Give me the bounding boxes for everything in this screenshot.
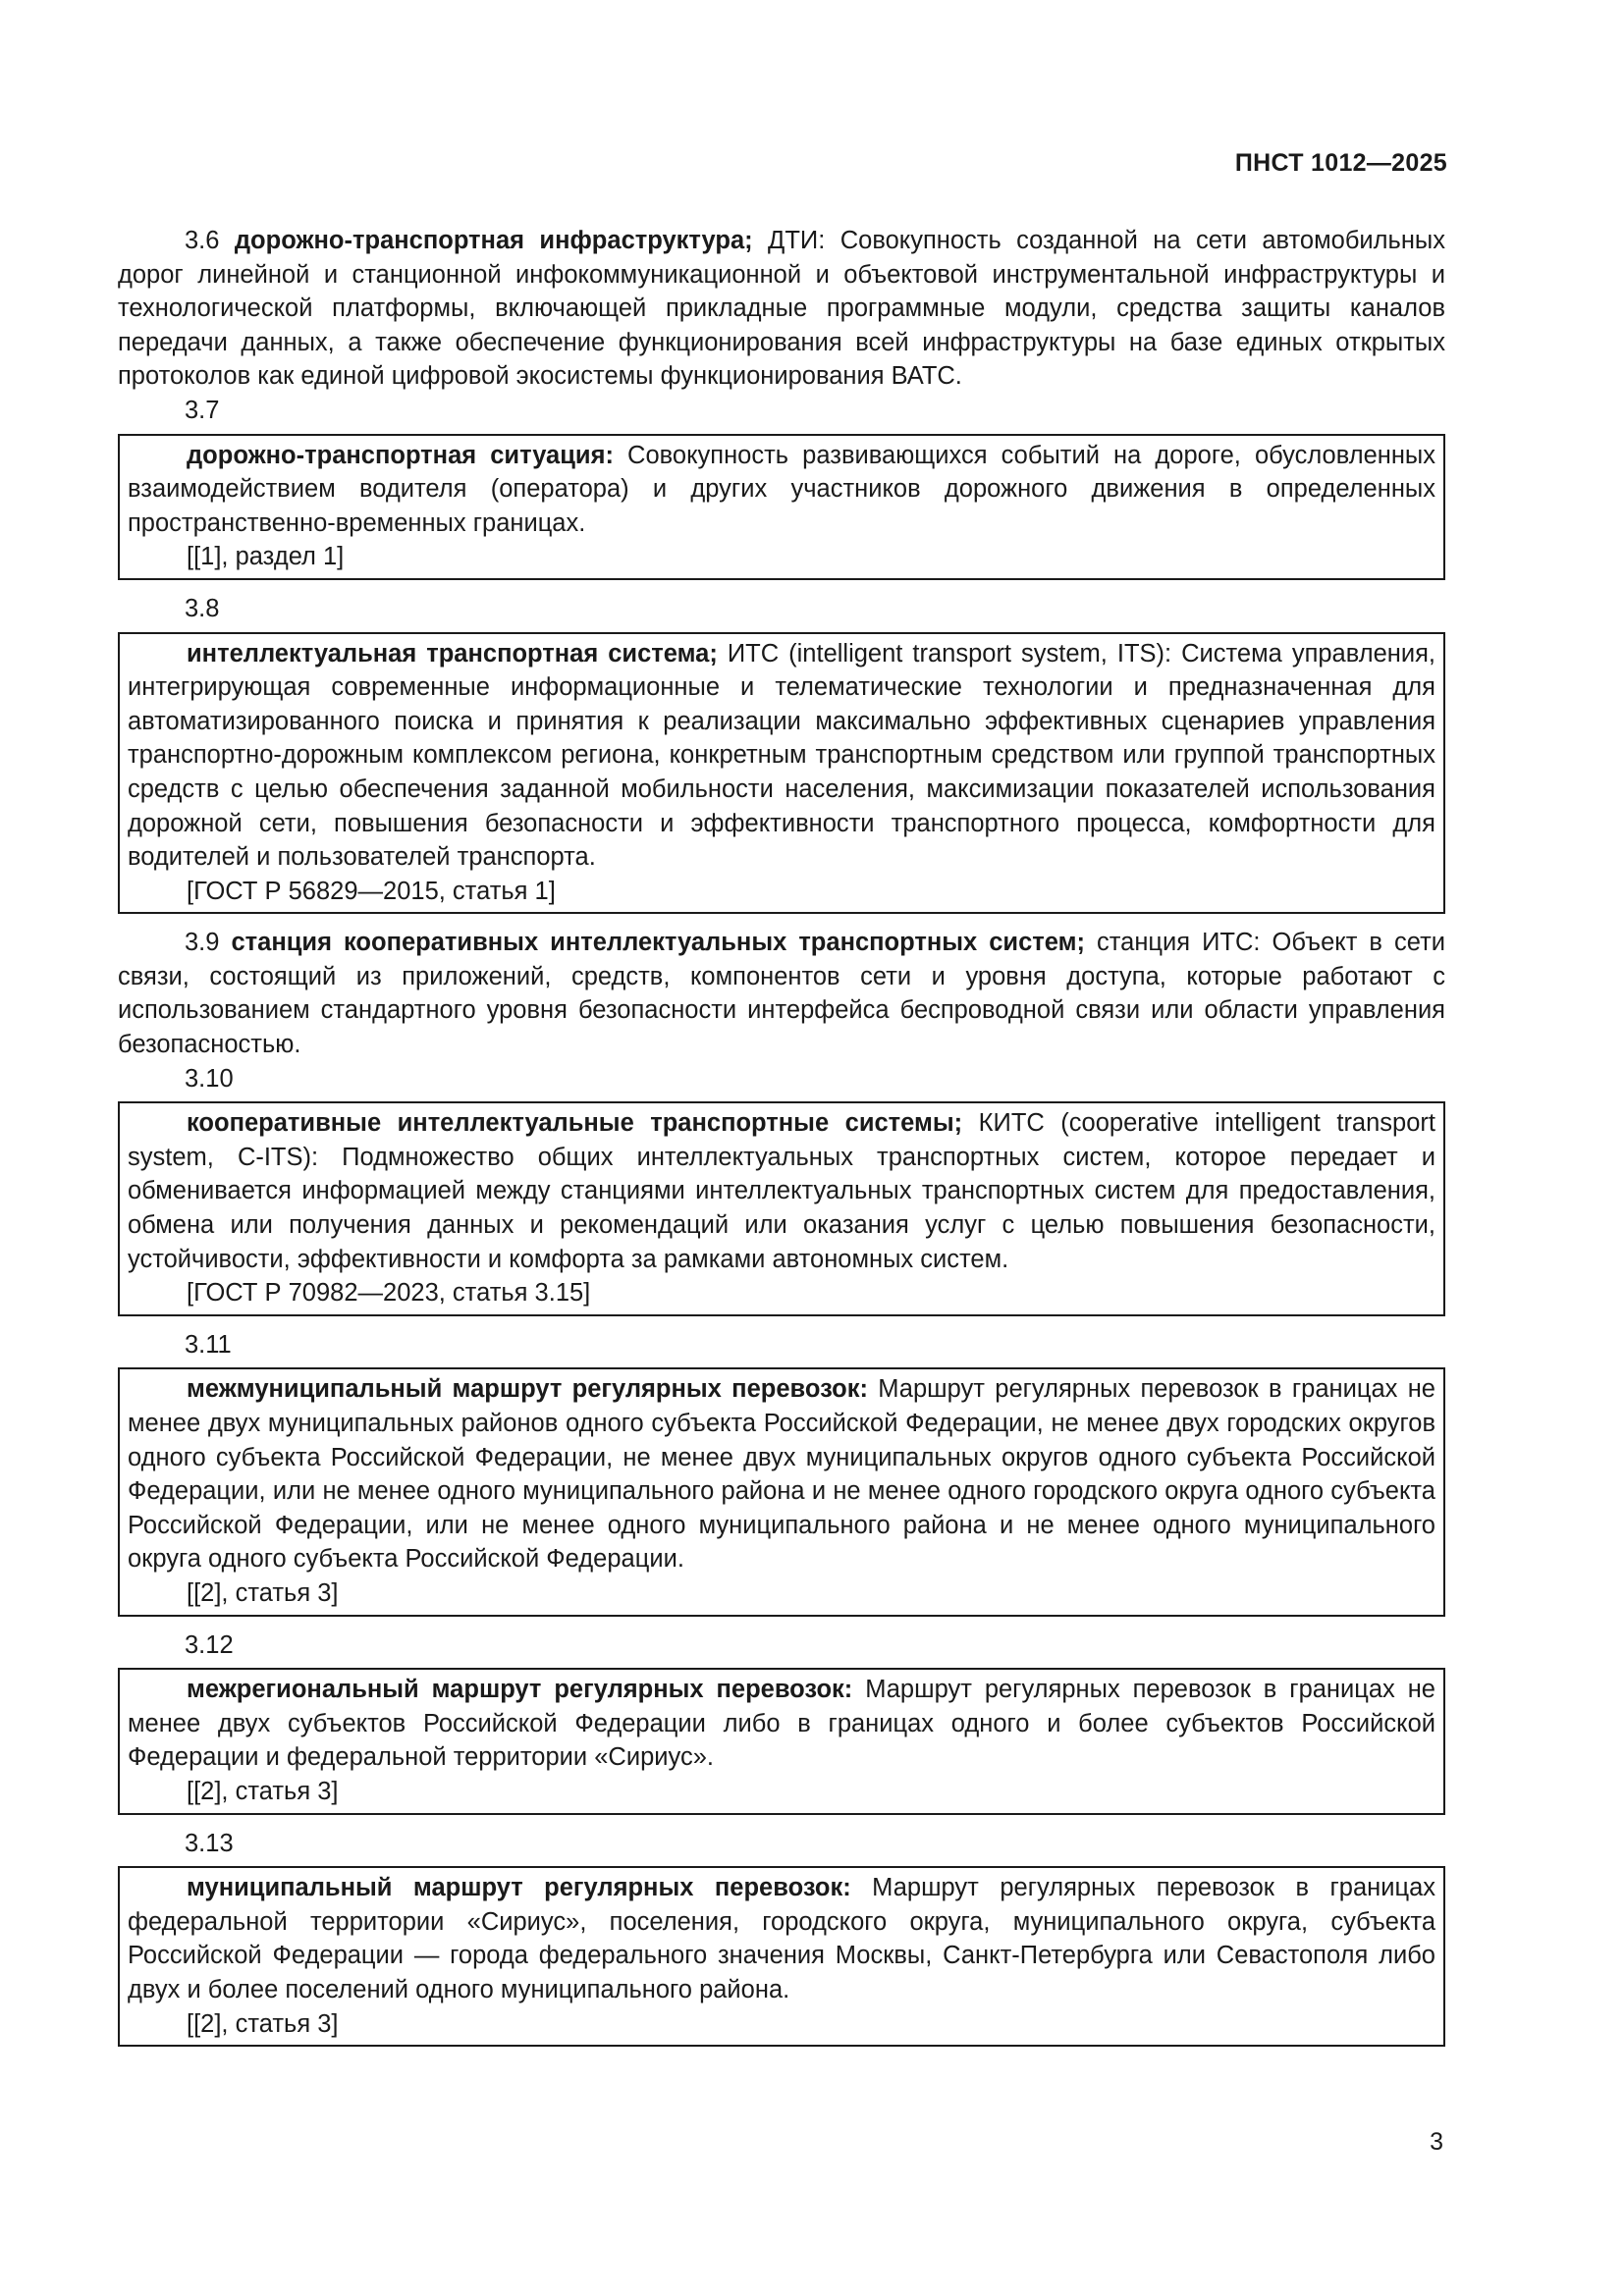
entry-term: кооперативные интеллектуальные транспортные системы; [187,1109,963,1138]
entry-source: [[2], статья 3] [187,1777,339,1805]
entry-term: дорожно-транспортная ситуация: [187,441,614,469]
entry-term: межрегиональный маршрут регулярных перевозок: [187,1676,853,1704]
entry-definition [128,1372,1435,1576]
entry-term: станция кооперативных интеллектуальных транспортных систем; [231,929,1085,957]
entry-number: 3.11 [185,1330,232,1359]
entry-text: ИТС (intelligent transport system, ITS): Система управления, интегрирующая современные информационные и телематические технологии и предназначенная для автоматизированного поиска и принятия к реализации максимально эффективных сценариев управления транспортно-дорожным комплексом региона, конкретным транспортным средством или группой транспортных средств с целью обеспечения заданной мобильности населения, максимизации показателей использования дорожной сети, повышения безопасности и эффективности транспортного процесса, комфортности для водителей и пользователей транспорта. [128,639,1435,872]
entry-term: интеллектуальная транспортная система; [187,639,718,667]
entry-number: 3.10 [185,1064,234,1093]
entry-definition [128,1871,1435,2006]
document-body [118,224,1445,2058]
entry-number: 3.7 [185,396,220,424]
entry-3-9 [118,926,1445,1061]
entry-number: 3.13 [185,1829,234,1857]
entry-number: 3.12 [185,1630,234,1659]
entry-term: муниципальный маршрут регулярных перевозок: [187,1874,851,1902]
entry-source: [[2], статья 3] [187,2009,339,2038]
entry-source: [[2], статья 3] [187,1578,339,1607]
page-number: 3 [1430,2128,1443,2156]
entry-text: Маршрут регулярных перевозок в границах не менее двух субъектов Российской Федерации либо в границах одного и более субъектов Российской Федерации и федеральной территории «Сириус». [128,1676,1435,1772]
entry-definition [128,637,1435,875]
entry-definition [128,439,1435,541]
entry-3-10-box [118,1101,1445,1316]
entry-number: 3.9 [185,929,220,957]
entry-3-7-box [118,434,1445,580]
entry-3-8-box [118,632,1445,915]
entry-text: Маршрут регулярных перевозок в границах не менее двух муниципальных районов одного субъекта Российской Федерации, не менее двух городских округов одного субъекта Российской Федерации, не менее двух муниципальных округов одного субъекта Российской Федерации, или не менее одного муниципального района и не менее одного городского округа одного субъекта Российской Федерации, или не менее одного муниципального района и не менее одного муниципального округа одного субъекта Российской Федерации. [128,1375,1435,1574]
entry-number: 3.8 [185,594,220,622]
entry-text: Совокупность развивающихся событий на дороге, обусловленных взаимодействием водителя (оператора) и других участников дорожного движения в определенных пространственно-временных границах. [128,441,1435,537]
entry-definition [128,1673,1435,1775]
entry-source: [ГОСТ Р 56829—2015, статья 1] [187,877,556,905]
entry-3-6 [118,224,1445,394]
entry-3-12-box [118,1668,1445,1814]
entry-text: ДТИ: Совокупность созданной на сети автомобильных дорог линейной и станционной инфокоммуникационной и объектовой инструментальной инфраструктуры и технологической платформы, включающей прикладные программные модули, средства защиты каналов передачи данных, а также обеспечение функционирования всей инфраструктуры на базе единых открытых протоколов как единой цифровой экосистемы функционирования ВАТС. [118,227,1445,391]
entry-term: межмуниципальный маршрут регулярных перевозок: [187,1375,868,1404]
entry-text: станция ИТС: Объект в сети связи, состоящий из приложений, средств, компонентов сети и уровня доступа, которые работают с использованием стандартного уровня безопасности интерфейса беспроводной связи или области управления безопасностью. [118,929,1445,1059]
entry-term: дорожно-транспортная инфраструктура; [234,227,753,254]
entry-source: [[1], раздел 1] [187,543,345,571]
entry-text: КИТС (cooperative intelligent transport system, C-ITS): Подмножество общих интеллектуальных транспортных систем, которое передает и обменивается информацией между станциями интеллектуальных транспортных систем для предоставления, обмена или получения данных и рекомендаций или оказания услуг с целью повышения безопасности, устойчивости, эффективности и комфорта за рамками автономных систем. [128,1109,1435,1273]
entry-text: Маршрут регулярных перевозок в границах федеральной территории «Сириус», поселения, городского округа, муниципального округа, субъекта Российской Федерации — города федерального значения Москвы, Санкт-Петербурга или Севастополя либо двух и более поселений одного муниципального района. [128,1874,1435,2003]
entry-number: 3.6 [185,227,220,254]
entry-source: [ГОСТ Р 70982—2023, статья 3.15] [187,1279,591,1308]
entry-definition [128,1106,1435,1276]
entry-3-11-box [118,1367,1445,1616]
document-header: ПНСТ 1012—2025 [1234,149,1447,177]
entry-3-13-box [118,1866,1445,2047]
